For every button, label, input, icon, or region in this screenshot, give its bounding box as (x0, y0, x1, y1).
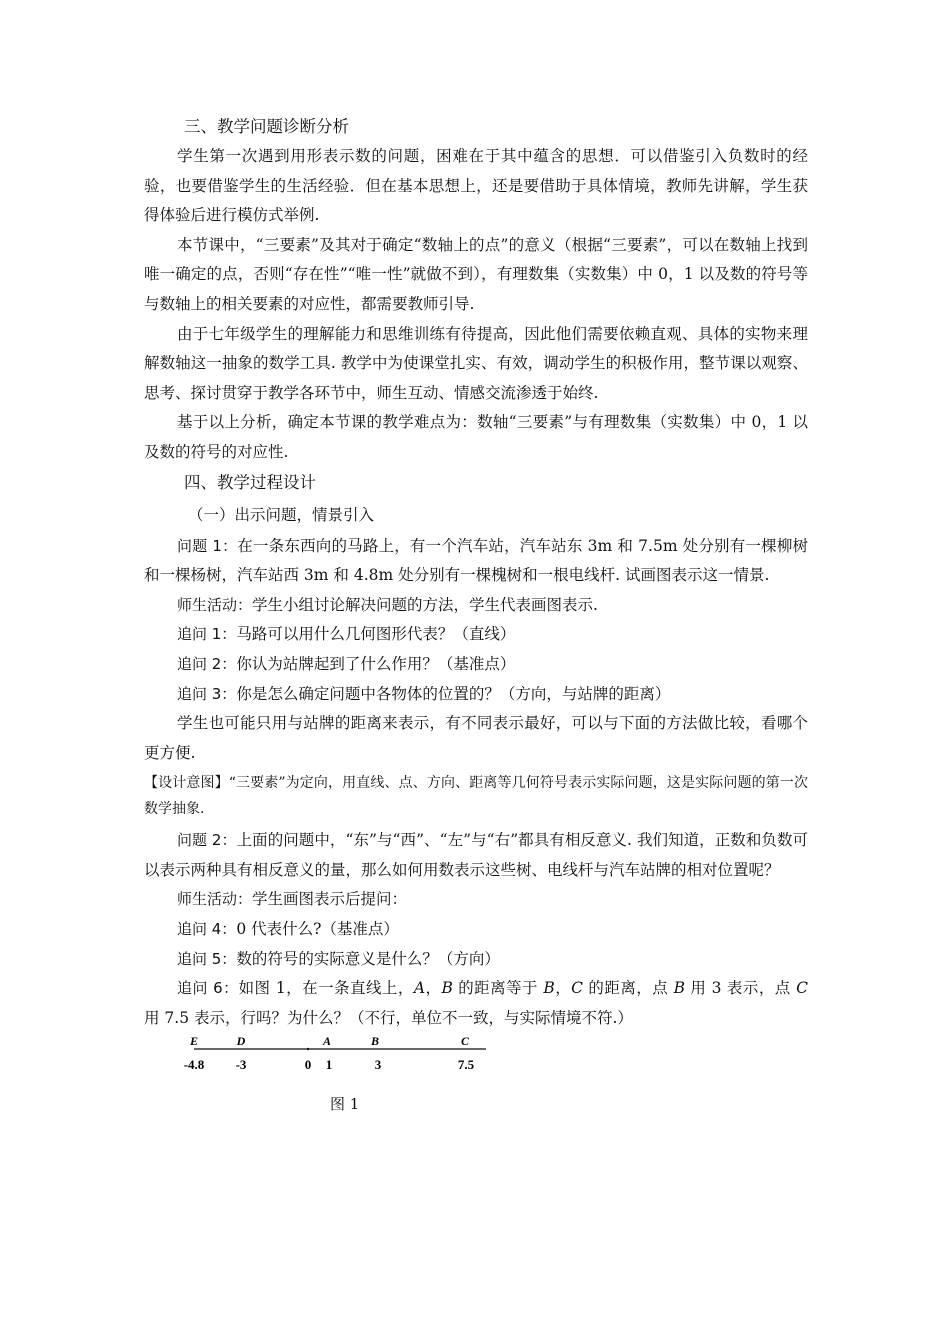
activity-2 (144, 885, 808, 915)
design-intent-text: “三要素”为定向，用直线、点、方向、距离等几何符号表示实际问题，这是实际问题的第一次数学抽象. (144, 775, 809, 818)
followup-4-label: 追问 4： (177, 920, 237, 939)
subsection-1-title: （一）出示问题，情景引入 (188, 505, 375, 524)
followup-5-label: 追问 5： (177, 949, 237, 968)
number-line-diagram (174, 1033, 534, 1093)
activity-1-text: 学生小组讨论解决问题的方法，学生代表画图表示. (252, 595, 598, 614)
followup-6-label: 追问 6： (177, 979, 239, 998)
section-3-paragraph-4: 基于以上分析，确定本节课的教学难点为：数轴“三要素”与有理数集（实数集）中 0，1 以及数的符号的对应性. (144, 413, 808, 461)
question-1-text: 在一条东西向的马路上，有一个汽车站，汽车站东 3m 和 7.5m 处分别有一棵柳树和一棵杨树，汽车站西 3m 和 4.8m 处分别有一棵槐树和一根电线杆. 试画图表示这一情景. (144, 536, 809, 585)
section-3-paragraph-3: 由于七年级学生的理解能力和思维训练有待提高，因此他们需要依赖直观、具体的实物来理解数轴这一抽象的数学工具. 教学中为使课堂扎实、有效，调动学生的积极作用，整节课以观察、思考、探讨贯穿于教学各环节中，师生互动、情感交流渗透于始终. (144, 324, 808, 402)
followup-6-text-d: 用 3 表示，点 (684, 979, 797, 998)
point-a-ref: A (413, 979, 426, 998)
section-3-paragraph-2: 本节课中，“三要素”及其对于确定“数轴上的点”的意义（根据“三要素”，可以在数轴上找到唯一确定的点，否则“存在性”“唯一性”就做不到），有理数集（实数集）中 0，1 以及数的符号等与数轴上的相关要素的对应性，都需要教师引导. (144, 235, 808, 313)
followup-6-text-c: 的距离，点 (583, 979, 674, 998)
followup-2 (144, 650, 808, 680)
point-label-c: C (460, 1034, 470, 1049)
followup-3-text: 你是怎么确定问题中各物体的位置的？（方向，与站牌的距离） (236, 684, 671, 703)
followup-6-text-b: 的距离等于 (452, 979, 544, 998)
question-2-text: 上面的问题中，“东”与“西”、“左”与“右”都具有相反意义. 我们知道，正数和负数可以表示两种具有相反意义的量，那么如何用数表示这些树、电线杆与汽车站牌的相对位置呢？ (144, 831, 809, 879)
point-label-d: D (236, 1034, 246, 1049)
point-c-ref: C (796, 979, 808, 998)
tick-label-neg-4-8: -4.8 (183, 1057, 205, 1073)
point-b-ref: B (673, 979, 685, 998)
followup-3-label: 追问 3： (177, 684, 237, 703)
activity-2-text: 学生画图表示后提问： (252, 890, 408, 909)
followup-6 (144, 974, 808, 1033)
followup-1-text: 马路可以用什么几何图形代表？（直线） (236, 625, 516, 644)
design-intent-label: 【设计意图】 (144, 775, 229, 792)
question-2 (144, 826, 808, 885)
followup-5 (144, 945, 808, 975)
comma: ， (554, 979, 572, 998)
origin-dot (307, 1048, 309, 1050)
tick-label-0: 0 (304, 1057, 312, 1073)
comma: ， (425, 979, 442, 998)
document-body (144, 112, 808, 1123)
followup-2-text: 你认为站牌起到了什么作用？（基准点） (236, 654, 516, 673)
section-3-title: 三、教学问题诊断分析 (184, 117, 349, 136)
tick-label-3: 3 (374, 1057, 382, 1073)
point-label-e: E (189, 1034, 199, 1049)
tick-label-1: 1 (325, 1057, 333, 1073)
activity-1 (144, 591, 808, 621)
followup-3 (144, 680, 808, 710)
followup-5-text: 数的符号的实际意义是什么？（方向） (236, 949, 500, 968)
figure-1 (144, 1033, 808, 1123)
followup-1-label: 追问 1： (177, 625, 237, 644)
tick-label-neg-3: -3 (235, 1057, 247, 1073)
point-c-ref: C (571, 979, 584, 998)
followup-2-label: 追问 2： (177, 654, 237, 673)
section-4-title: 四、教学过程设计 (184, 472, 316, 492)
paragraph-after-followups: 学生也可能只用与站牌的距离来表示，有不同表示最好，可以与下面的方法做比较，看哪个更方便. (144, 714, 808, 762)
followup-6-text-e: 用 7.5 表示，行吗？为什么？（不行，单位不一致，与实际情境不符.） (144, 1008, 633, 1027)
point-b-ref: B (543, 979, 555, 998)
followup-6-text-a: 如图 1，在一条直线上， (238, 979, 414, 998)
point-label-b: B (370, 1034, 380, 1049)
activity-2-label: 师生活动： (177, 890, 253, 909)
figure-1-caption: 图 1 (330, 1095, 360, 1114)
question-2-label: 问题 2： (177, 831, 237, 850)
tick-label-7-5: 7.5 (457, 1057, 475, 1073)
number-line-marks (184, 1034, 475, 1072)
followup-1 (144, 620, 808, 650)
point-label-a: A (322, 1034, 332, 1049)
followup-4 (144, 915, 808, 945)
design-intent (144, 770, 808, 822)
activity-1-label: 师生活动： (177, 595, 253, 614)
question-1-label: 问题 1： (177, 536, 238, 555)
point-b-ref: B (441, 979, 453, 998)
question-1 (144, 532, 808, 591)
section-3-paragraph-1: 学生第一次遇到用形表示数的问题，困难在于其中蕴含的思想．可以借鉴引入负数时的经验，也要借鉴学生的生活经验．但在基本思想上，还是要借助于具体情境，教师先讲解，学生获得体验后进行模仿式举例. (144, 147, 808, 225)
followup-4-text: 0 代表什么?（基准点） (236, 920, 399, 939)
